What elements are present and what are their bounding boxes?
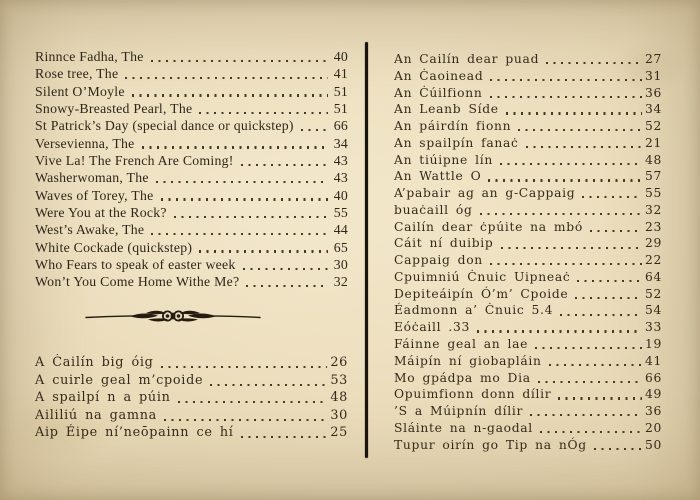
entry-page-number: 36: [644, 404, 662, 419]
index-entry: [394, 353, 662, 370]
entry-title: A cuirle geal m’cpoide: [35, 372, 204, 388]
dot-leader: [558, 397, 642, 399]
entry-page-number: 33: [644, 320, 662, 335]
entry-title: Éadmonn a’ Ċnuic 5.4: [394, 303, 554, 318]
entry-title: Cpuimniú Ċnuic Uipneaċ: [394, 269, 571, 284]
entry-title: Depiteáipín Ó’m’ Cpoide: [394, 286, 569, 301]
entry-title: An spailpín fanaċ: [394, 135, 519, 150]
dot-leader: [490, 79, 642, 81]
dot-leader: [199, 112, 328, 114]
dot-leader: [174, 216, 328, 218]
dot-leader: [582, 196, 642, 198]
entry-title: An Ċúilfionn: [394, 85, 483, 100]
entry-title: Sláinte na n-gaodal: [394, 420, 533, 435]
entry-title: An Wattle O: [394, 169, 482, 184]
index-entry: [394, 185, 662, 202]
entry-title: St Patrick’s Day (special dance or quickstep): [35, 118, 294, 134]
entry-page-number: 29: [644, 236, 662, 251]
entry-title: An páirdín fionn: [394, 119, 512, 134]
dot-leader: [132, 94, 328, 96]
entry-page-number: 20: [644, 420, 662, 435]
entry-title: Silent O’Moyle: [35, 83, 125, 99]
dot-leader: [178, 401, 328, 403]
entry-title: Snowy-Breasted Pearl, The: [35, 101, 193, 117]
entry-page-number: 41: [333, 66, 348, 82]
entry-page-number: 53: [330, 372, 348, 388]
index-entry: [35, 135, 348, 152]
entry-page-number: 48: [644, 152, 662, 167]
entry-title: Máipín ní giobapláin: [394, 353, 542, 368]
entry-title: ’S a Múipnín dílir: [394, 404, 524, 419]
index-entry: [394, 370, 662, 387]
entry-title: A’pabair ag an g-Cappaig: [394, 186, 576, 201]
dot-leader: [210, 384, 327, 386]
dot-leader: [490, 96, 642, 98]
index-entry: [35, 407, 348, 425]
entry-page-number: 23: [644, 219, 662, 234]
index-entry: [394, 336, 662, 353]
dot-leader: [199, 250, 328, 252]
dot-leader: [241, 164, 328, 166]
index-entry: [394, 269, 662, 286]
entry-page-number: 34: [644, 102, 662, 117]
index-entry: [394, 135, 662, 152]
index-entry: [394, 235, 662, 252]
dot-leader: [560, 314, 642, 316]
gaelic-title-index-list-left: [35, 354, 348, 442]
dot-leader: [530, 414, 642, 416]
entry-title: West’s Awake, The: [35, 222, 145, 238]
index-entry: [35, 65, 348, 82]
entry-title: Aip Éipe ní’neōpainn ce hí: [35, 425, 234, 441]
dot-leader: [500, 163, 642, 165]
entry-page-number: 52: [644, 119, 662, 134]
entry-page-number: 30: [333, 257, 348, 273]
entry-title: Who Fears to speak of easter week: [35, 257, 236, 273]
index-entry: [394, 51, 662, 68]
entry-page-number: 51: [333, 83, 348, 99]
dot-leader: [518, 129, 642, 131]
column-divider-rule: [365, 42, 368, 458]
entry-page-number: 40: [333, 49, 348, 64]
entry-title: Versevienna, The: [35, 135, 135, 151]
entry-title: White Cockade (quickstep): [35, 239, 193, 255]
entry-page-number: 51: [333, 101, 348, 117]
entry-page-number: 31: [644, 68, 662, 83]
dot-leader: [480, 213, 642, 215]
index-entry: [35, 424, 348, 442]
entry-page-number: 48: [330, 390, 348, 406]
entry-title: Cáit ní duibip: [394, 236, 494, 251]
entry-title: Were You at the Rock?: [35, 205, 167, 221]
index-entry: [35, 48, 348, 65]
entry-title: Waves of Torey, The: [35, 187, 154, 203]
index-entry: [394, 85, 662, 102]
index-entry: [35, 83, 348, 100]
dot-leader: [477, 330, 642, 332]
entry-page-number: 36: [644, 85, 662, 100]
dot-leader: [241, 436, 328, 438]
dot-leader: [156, 181, 328, 183]
entry-page-number: 57: [644, 169, 662, 184]
dot-leader: [246, 285, 328, 287]
index-entry: [394, 319, 662, 336]
dot-leader: [575, 297, 642, 299]
index-entry: [35, 256, 348, 273]
entry-page-number: 27: [644, 51, 662, 66]
entry-title: Mo gpádpa mo Dia: [394, 370, 531, 385]
index-entry: [35, 117, 348, 134]
entry-page-number: 26: [330, 355, 348, 370]
dot-leader: [161, 198, 328, 200]
entry-page-number: 32: [644, 202, 662, 217]
entry-title: A Ċailín big óig: [35, 355, 154, 370]
dot-leader: [506, 112, 642, 114]
entry-title: Rinnce Fadha, The: [35, 49, 144, 64]
entry-page-number: 40: [333, 187, 348, 203]
dot-leader: [535, 347, 642, 349]
dot-leader: [164, 419, 327, 421]
index-entry: [35, 169, 348, 186]
index-entry: [35, 273, 348, 290]
dot-leader: [538, 381, 642, 383]
index-entry: [35, 239, 348, 256]
entry-title: An Cailín dear puad: [394, 51, 540, 66]
dot-leader: [161, 366, 328, 368]
entry-title: Aililiú na gamna: [35, 407, 157, 423]
index-entry: [35, 389, 348, 407]
entry-page-number: 43: [333, 153, 348, 169]
entry-title: An Ċaoinead: [394, 68, 484, 83]
entry-page-number: 55: [644, 186, 662, 201]
dot-leader: [301, 129, 328, 131]
dot-leader: [142, 146, 328, 148]
index-entry: [35, 152, 348, 169]
entry-title: Opuimfionn donn dílir: [394, 387, 552, 402]
index-entry: [394, 252, 662, 269]
dot-leader: [577, 280, 642, 282]
dot-leader: [546, 62, 642, 64]
entry-page-number: 52: [644, 286, 662, 301]
gaelic-title-index-list-right: [394, 51, 662, 453]
index-entry: [394, 101, 662, 118]
fleuron-divider-icon: [84, 303, 262, 329]
entry-page-number: 65: [333, 239, 348, 255]
entry-page-number: 49: [644, 387, 662, 402]
entry-title: Washerwoman, The: [35, 170, 149, 186]
index-entry: [394, 302, 662, 319]
dot-leader: [243, 268, 328, 270]
entry-title: Vive La! The French Are Coming!: [35, 153, 234, 169]
dot-leader: [594, 448, 642, 450]
entry-title: An tiúipne lín: [394, 152, 493, 167]
entry-page-number: 21: [644, 135, 662, 150]
dot-leader: [490, 263, 642, 265]
entry-page-number: 44: [333, 222, 348, 238]
index-entry: [394, 437, 662, 454]
entry-page-number: 54: [644, 303, 662, 318]
entry-page-number: 19: [644, 337, 662, 351]
entry-title: Fáinne geal an lae: [394, 337, 529, 351]
entry-page-number: 66: [333, 118, 348, 134]
index-entry: [394, 420, 662, 437]
dot-leader: [151, 60, 328, 62]
entry-title: Rose tree, The: [35, 66, 119, 82]
dot-leader: [526, 146, 642, 148]
entry-title: Cappaig don: [394, 253, 483, 268]
index-entry: [35, 372, 348, 390]
entry-title: Tupur oirín go Tip na nÓg: [394, 437, 587, 452]
entry-page-number: 34: [333, 135, 348, 151]
entry-title: Won’t You Come Home Withe Me?: [35, 274, 240, 290]
dot-leader: [151, 233, 328, 235]
index-entry: [35, 100, 348, 117]
index-entry: [35, 187, 348, 204]
dot-leader: [488, 179, 642, 181]
entry-page-number: 64: [644, 269, 662, 284]
index-entry: [394, 219, 662, 236]
entry-title: Cailín dear ċpúite na mbó: [394, 219, 583, 234]
entry-page-number: 41: [644, 353, 662, 368]
entry-page-number: 22: [644, 253, 662, 268]
entry-title: An Leanb Síde: [394, 102, 499, 117]
index-entry: [35, 354, 348, 372]
index-entry: [394, 168, 662, 185]
entry-page-number: 55: [333, 205, 348, 221]
index-entry: [394, 386, 662, 403]
dot-leader: [125, 77, 328, 79]
index-entry: [394, 403, 662, 420]
index-entry: [35, 221, 348, 238]
entry-title: A spailpí n a púin: [35, 390, 171, 406]
dot-leader: [501, 247, 642, 249]
entry-page-number: 43: [333, 170, 348, 186]
english-title-index-list: [35, 48, 348, 291]
index-entry: [394, 286, 662, 303]
entry-page-number: 30: [330, 407, 348, 423]
entry-title: buaċaill óg: [394, 202, 473, 217]
dot-leader: [549, 364, 642, 366]
dot-leader: [540, 431, 642, 433]
index-entry: [35, 204, 348, 221]
entry-title: Eóċaill .33: [394, 320, 471, 335]
entry-page-number: 25: [330, 425, 348, 441]
entry-page-number: 32: [333, 274, 348, 290]
index-entry: [394, 202, 662, 219]
index-entry: [394, 152, 662, 169]
index-entry: [394, 118, 662, 135]
index-entry: [394, 68, 662, 85]
entry-page-number: 66: [644, 370, 662, 385]
dot-leader: [590, 230, 642, 232]
entry-page-number: 50: [644, 437, 662, 452]
